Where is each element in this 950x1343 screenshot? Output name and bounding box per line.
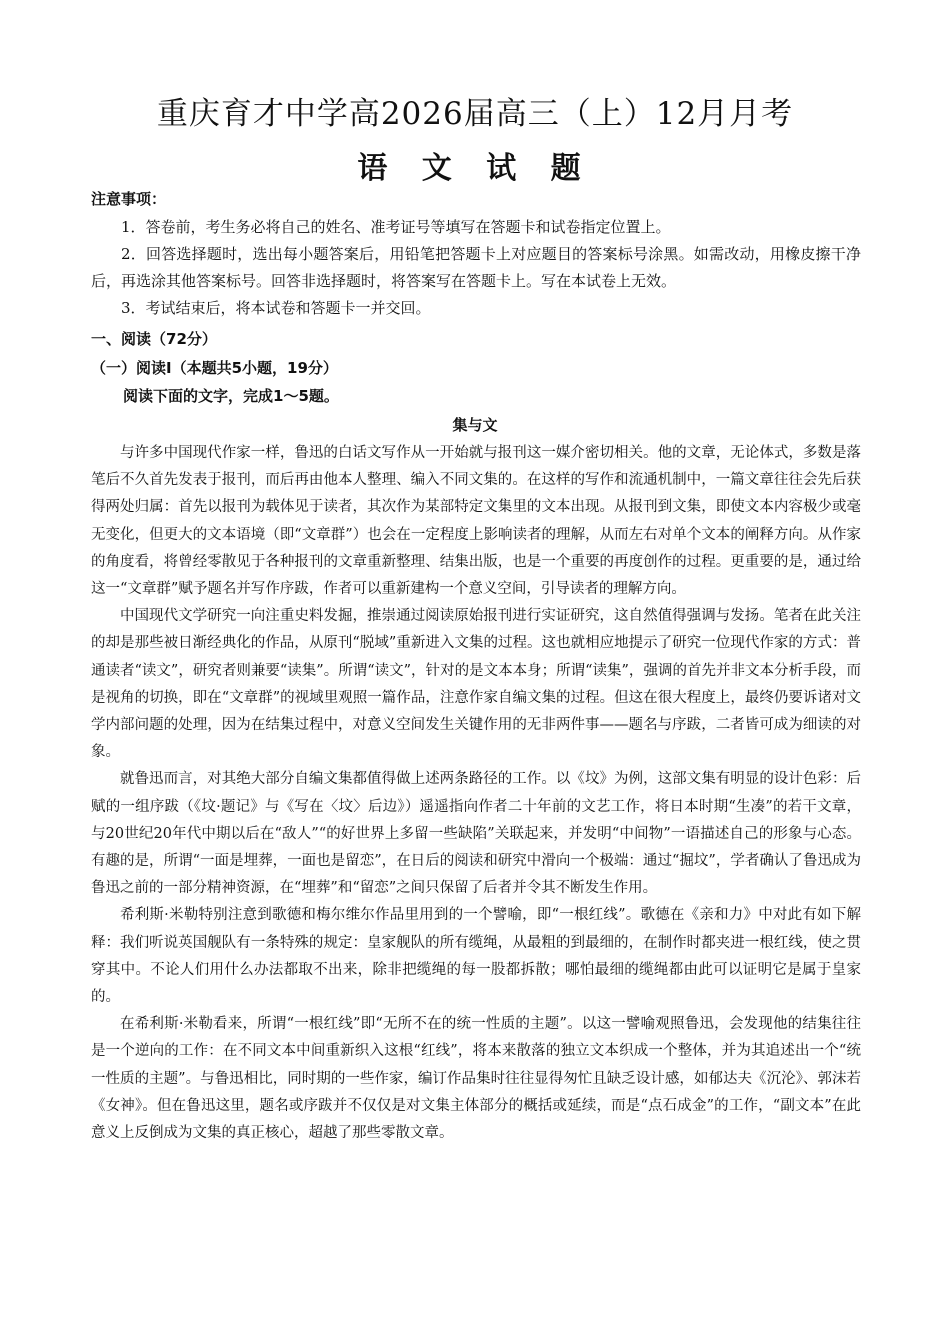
notice-list [91,214,861,322]
sub-heading: （一）阅读Ⅰ（本题共5小题，19分） [91,359,338,377]
article-paragraph: 希利斯·米勒特别注意到歌德和梅尔维尔作品里用到的一个譬喻，即“一根红线”。歌德在《亲和力》中对此有如下解释：我们听说英国舰队有一条特殊的规定：皇家舰队的所有缆绳，从最粗的到最细的，在制作时都夹进一根红线，使之贯穿其中。不论人们用什么办法都取不出来，除非把缆绳的每一股都拆散；哪怕最细的缆绳都由此可以证明它是属于皇家的。 [91,907,861,1006]
article-body [91,440,861,1147]
article-title: 集与文 [452,416,498,434]
article-paragraph: 中国现代文学研究一向注重史料发掘，推崇通过阅读原始报刊进行实证研究，这自然值得强调与发扬。笔者在此关注的却是那些被日渐经典化的作品，从原刊“脱域”重新进入文集的过程。这也就相应地提示了研究一位现代作家的方式：普通读者“读文”，研究者则兼要“读集”。所谓“读文”，针对的是文本本身；所谓“读集”，强调的首先并非文本分析手段，而是视角的切换，即在“文章群”的视域里观照一篇作品，注意作家自编文集的过程。但这在很大程度上，最终仍要诉诸对文学内部问题的处理，因为在结集过程中，对意义空间发生关键作用的无非两件事——题名与序跋，二者皆可成为细读的对象。 [91,608,861,761]
page-subtitle: 语 文 试 题 [357,151,593,186]
page-title: 重庆育才中学高2026届高三（上）12月月考 [156,96,794,132]
article-paragraph: 与许多中国现代作家一样，鲁迅的白话文写作从一开始就与报刊这一媒介密切相关。他的文章，无论体式，多数是落笔后不久首先发表于报刊，而后再由他本人整理、编入不同文集的。在这样的写作和流通机制中，一篇文章往往会先后获得两处归属：首先以报刊为载体见于读者，其次作为某部特定文集里的文本出现。从报刊到文集，即使文本内容极少或毫无变化，但更大的文本语境（即“文章群”）也会在一定程度上影响读者的理解，从而左右对单个文本的阐释方向。从作家的角度看，将曾经零散见于各种报刊的文章重新整理、结集出版，也是一个重要的再度创作的过程。更重要的是，通过给这一“文章群”赋予题名并写作序跋，作者可以重新建构一个意义空间，引导读者的理解方向。 [91,445,861,598]
notice-item: 3．考试结束后，将本试卷和答题卡一并交回。 [121,299,431,317]
notice-item: 1．答卷前，考生务必将自己的姓名、准考证号等填写在答题卡和试卷指定位置上。 [121,218,671,236]
reading-instruction: 阅读下面的文字，完成1～5题。 [123,387,339,405]
article-paragraph: 在希利斯·米勒看来，所谓“一根红线”即“无所不在的统一性质的主题”。以这一譬喻观照鲁迅，会发现他的结集往往是一个逆向的工作：在不同文本中间重新织入这根“红线”，将本来散落的独立文本织成一个整体，并为其追述出一个“统一性质的主题”。与鲁迅相比，同时期的一些作家，编订作品集时往往显得匆忙且缺乏设计感，如郁达夫《沉沦》、郭沫若《女神》。但在鲁迅这里，题名或序跋并不仅仅是对文集主体部分的概括或延续，而是“点石成金”的工作，“副文本”在此意义上反倒成为文集的真正核心，超越了那些零散文章。 [91,1016,861,1142]
part-heading: 一、阅读（72分） [91,330,217,348]
notice-heading: 注意事项： [91,190,167,208]
notice-item: 2．回答选择题时，选出每小题答案后，用铅笔把答题卡上对应题目的答案标号涂黑。如需改动，用橡皮擦干净后，再选涂其他答案标号。回答非选择题时，将答案写在答题卡上。写在本试卷上无效。 [91,245,861,290]
article-paragraph: 就鲁迅而言，对其绝大部分自编文集都值得做上述两条路径的工作。以《坟》为例，这部文集有明显的设计色彩：后赋的一组序跋（《坟·题记》与《写在〈坟〉后边》）遥遥指向作者二十年前的文艺工作，将日本时期“生凑”的若干文章，与20世纪20年代中期以后在“敌人”“的好世界上多留一些缺陷”关联起来，并发明“中间物”一语描述自己的形象与心态。有趣的是，所谓“一面是埋葬，一面也是留恋”，在日后的阅读和研究中滑向一个极端：通过“掘坟”，学者确认了鲁迅成为鲁迅之前的一部分精神资源，在“埋葬”和“留恋”之间只保留了后者并令其不断发生作用。 [91,771,861,897]
